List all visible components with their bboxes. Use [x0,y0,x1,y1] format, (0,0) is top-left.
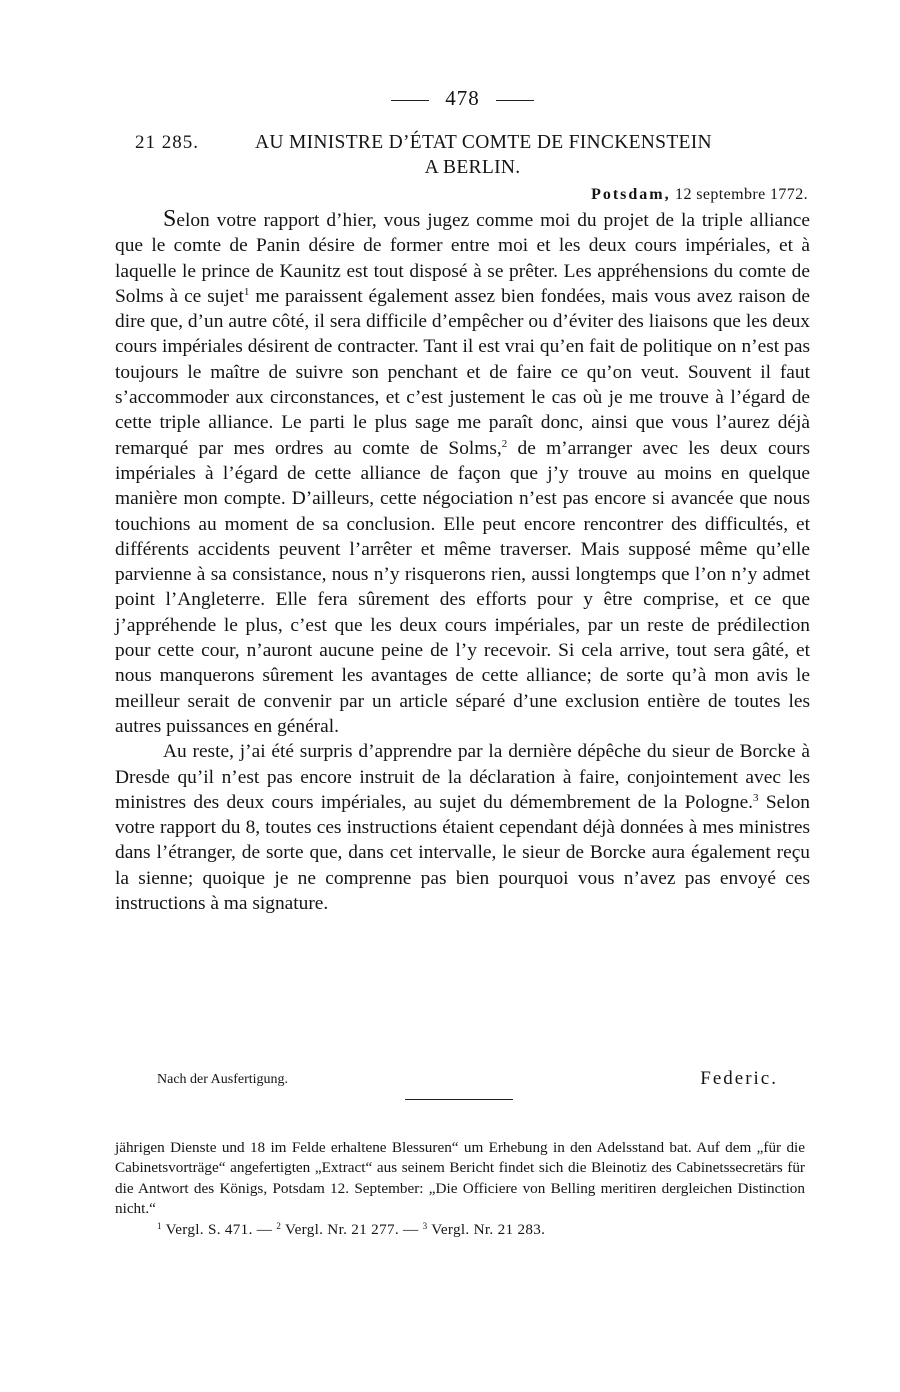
paragraph-1-part-b: me paraissent également assez bien fondées, mais vous avez raison de dire que, d’un autre côté, il sera difficile d’empêcher ou d’éviter des liaisons que les deux cours impériales désirent de contracter. Tant il est vrai qu’en fait de politique on n’est pas toujours le maître de suivre son penchant et de faire ce qu’on veut. Souvent il faut s’accommoder aux circonstances, et c’est justement le cas où je me trouve à l’égard de cette triple alliance. Le parti le plus sage me paraît donc, ainsi que vous l’aurez déjà remarqué par mes ordres au comte de Solms, [115,285,810,459]
document-number: 21 285. [135,132,199,153]
footnote-continued: jährigen Dienste und 18 im Felde erhaltene Blessuren“ um Erhebung in den Adelsstand bat. Auf dem „für die Cabinetsvorträge“ angefertigten „Extract“ aus seinem Bericht findet sich die Bleinotiz des Cabinetssecretärs für die Antwort des Königs, Potsdam 12. September: „Die Officiere von Belling meritiren dergleichen Distinction nicht.“ [115,1139,805,1217]
paragraph-2 [115,739,810,916]
paragraph-2-part-b: Selon votre rapport du 8, toutes ces instructions étaient cependant déjà données à mes ministres dans l’étranger, de sorte que, dans cet intervalle, le sieur de Borcke aura également reçu la sienne; quoique je ne comprenne pas bien pourquoi vous n’avez pas envoyé ces instructions à ma signature. [115,791,810,915]
document-page [115,0,810,1392]
footnote-ref-2: Vergl. Nr. 21 277. — [281,1221,423,1239]
paragraph-1-part-c: de m’arranger avec les deux cours impériales à l’égard de cette alliance de façon que j’y trouve au moins en quelque manière mon compte. D’ailleurs, cette négociation n’est pas encore si avancée que nous touchions au moment de sa conclusion. Elle peut encore rencontrer des difficultés, et différents accidents peuvent l’arrêter et même traverser. Mais supposé même qu’elle parvienne à sa consistance, nous n’y risquerons rien, aussi longtemps que l’on n’y admet point l’Angleterre. Elle fera sûrement des efforts pour y être comprise, et ce que j’appréhende le plus, c’est que les deux cours impériales, par un reste de prédilection pour cette cour, n’auront aucune peine de l’y recevoir. Si cela arrive, tout sera gâté, et nous manquerons sûrement les avantages de cette alliance; de sorte qu’à mon avis le meilleur serait de convenir par un article séparé d’une exclusion entière de toutes les autres puissances en général. [115,437,810,737]
signature: Federic. [700,1068,778,1089]
right-dash [496,100,534,101]
footnote-ref-1: Vergl. S. 471. — [161,1221,277,1239]
footnote-ref-mark-1: 1 [157,1221,162,1232]
left-dash [391,100,429,101]
footnote-separator [405,1099,513,1100]
footnote-mark-2: 2 [501,437,508,450]
paragraph-1-part-a: Selon votre rapport d’hier, vous jugez comme moi du projet de la triple alliance que le comte de Panin désire de former entre moi et les deux cours impériales, et à laquelle le prince de Kaunitz est tout disposé à se prêter. Les appréhensions du comte de Solms à ce sujet [115,206,810,307]
footnotes [115,1138,805,1240]
footnote-references [115,1220,805,1240]
dateline-place: Potsdam, [591,186,671,203]
paragraph-2-part-a: Au reste, j’ai été surpris d’apprendre par la dernière dépêche du sieur de Borcke à Dresde qu’il n’est pas encore instruit de la déclaration à faire, conjointement avec les ministres des deux cours impériales, au sujet du démembrement de la Pologne. [115,741,810,813]
paragraph-1 [115,207,810,739]
footnote-ref-3: Vergl. Nr. 21 283. [427,1221,546,1239]
footnote-ref-mark-2: 2 [276,1221,282,1232]
heading-title-line-2: A BERLIN. [424,157,521,178]
dateline-date: 12 septembre 1772. [670,186,808,203]
footnote-mark-1: 1 [243,285,250,298]
heading-title-line-1: AU MINISTRE D’ÉTAT COMTE DE FINCKENSTEIN [255,132,712,153]
source-note: Nach der Ausfertigung. [157,1072,289,1087]
page-number: 478 [445,86,480,110]
letter-body [115,207,810,916]
dateline [591,186,808,204]
letter-heading [135,130,810,180]
footnote-ref-mark-3: 3 [422,1221,428,1232]
footnote-mark-3: 3 [753,791,759,804]
page-number-line [115,86,810,111]
